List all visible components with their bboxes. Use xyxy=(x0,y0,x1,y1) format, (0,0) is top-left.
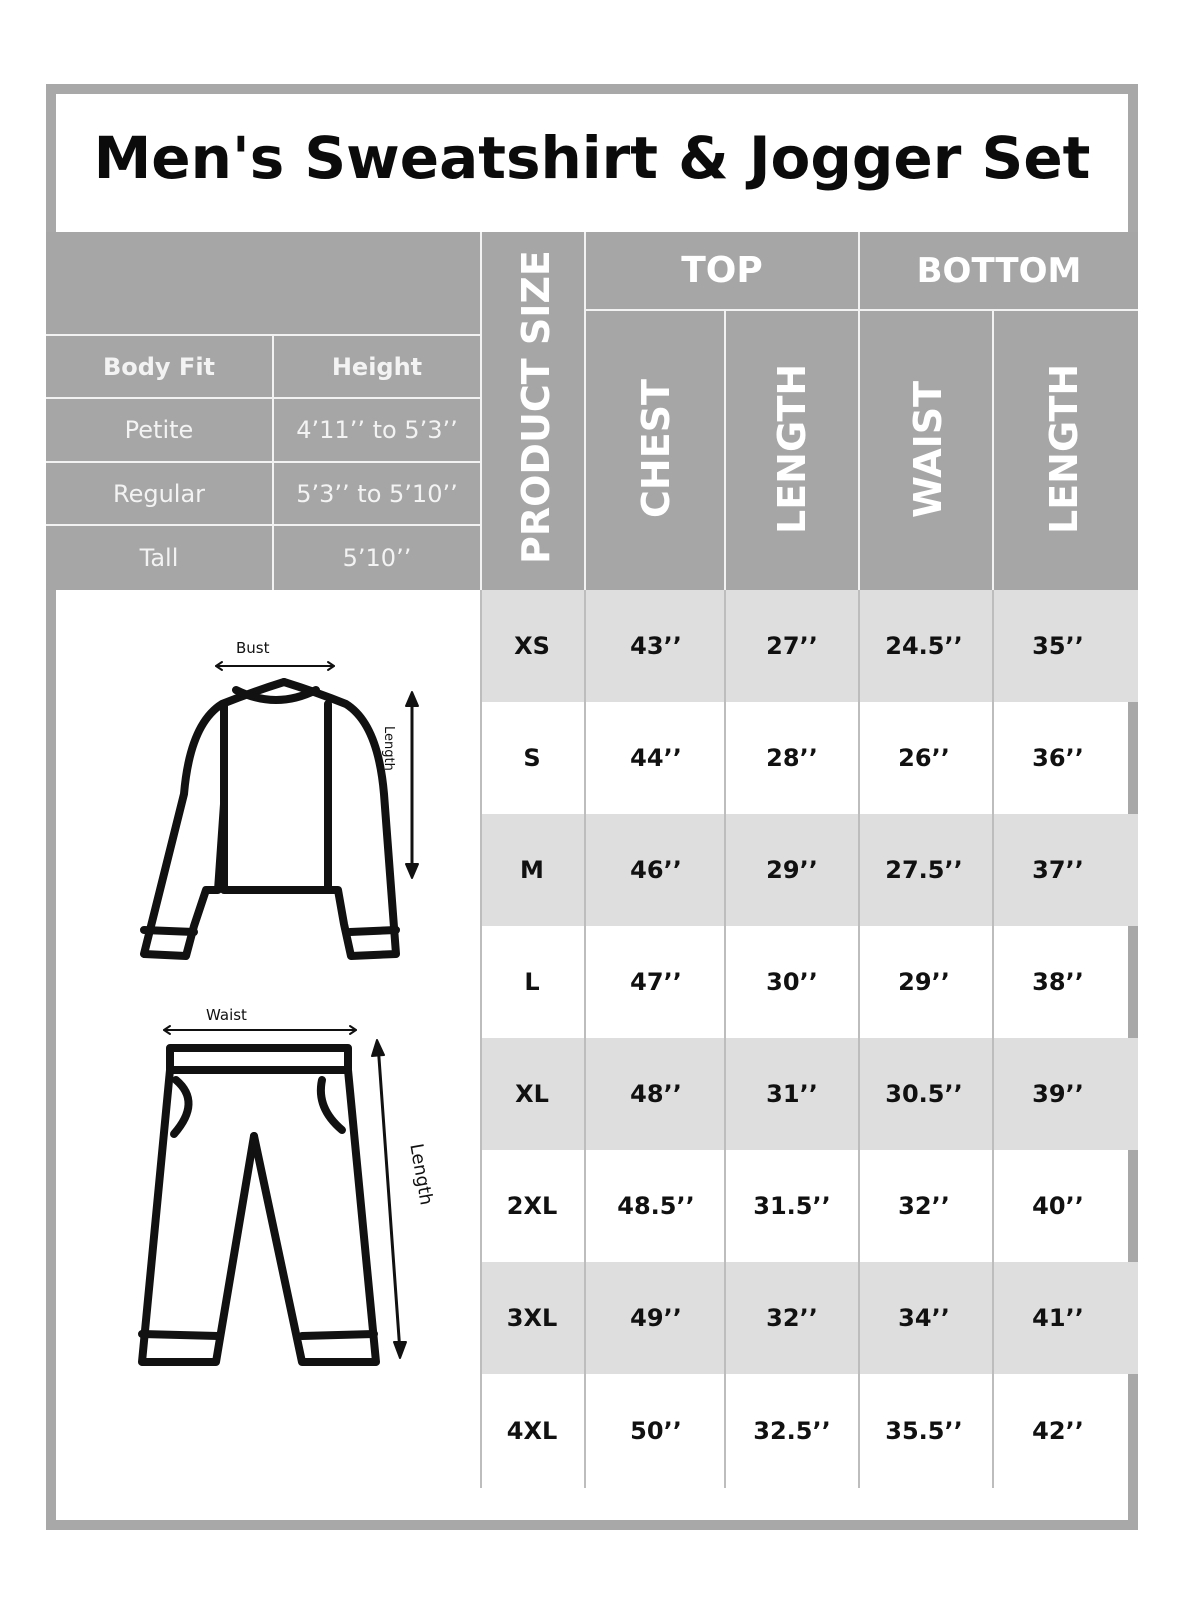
waist-cell: 32’’ xyxy=(898,1192,950,1220)
top-length-cell: 32’’ xyxy=(766,1304,818,1332)
column-divider xyxy=(480,590,482,1488)
chest-cell: 48.5’’ xyxy=(617,1192,695,1220)
bottom-length-cell: 38’’ xyxy=(1032,968,1084,996)
size-cell: XL xyxy=(515,1080,549,1108)
top-length-cell: 28’’ xyxy=(766,744,818,772)
chest-cell: 49’’ xyxy=(630,1304,682,1332)
bottom-length-cell: 40’’ xyxy=(1032,1192,1084,1220)
height-tall: 5’10’’ xyxy=(342,544,412,572)
bottom-length-cell: 36’’ xyxy=(1032,744,1084,772)
chest-cell: 44’’ xyxy=(630,744,682,772)
title-box xyxy=(56,94,1128,222)
waist-cell: 29’’ xyxy=(898,968,950,996)
size-cell: XS xyxy=(514,632,550,660)
chest-cell: 48’’ xyxy=(630,1080,682,1108)
waist-header: WAIST xyxy=(906,380,950,518)
size-cell: M xyxy=(520,856,544,884)
top-length-cell: 32.5’’ xyxy=(753,1417,831,1445)
size-cell: 4XL xyxy=(506,1417,558,1445)
chest-cell: 46’’ xyxy=(630,856,682,884)
column-divider xyxy=(724,590,726,1488)
bottom-length-cell: 41’’ xyxy=(1032,1304,1084,1332)
jogger-pants-icon xyxy=(116,1012,456,1392)
height-regular: 5’3’’ to 5’10’’ xyxy=(296,479,458,508)
column-divider xyxy=(858,590,860,1488)
fit-petite: Petite xyxy=(124,416,194,444)
bottom-length-cell: 39’’ xyxy=(1032,1080,1084,1108)
bust-label: Bust xyxy=(236,639,270,657)
waist-cell: 35.5’’ xyxy=(885,1417,963,1445)
page-title: Men's Sweatshirt & Jogger Set xyxy=(93,124,1091,192)
waist-label: Waist xyxy=(206,1006,247,1024)
chest-cell: 50’’ xyxy=(630,1417,682,1445)
top-length-cell: 31’’ xyxy=(766,1080,818,1108)
sweatshirt-icon xyxy=(116,644,456,984)
top-length-cell: 30’’ xyxy=(766,968,818,996)
size-chart-frame xyxy=(46,84,1138,1530)
waist-cell: 27.5’’ xyxy=(885,856,963,884)
column-divider xyxy=(992,590,994,1488)
top-length-cell: 29’’ xyxy=(766,856,818,884)
top-group-header: TOP xyxy=(681,250,763,291)
size-cell: 2XL xyxy=(506,1192,558,1220)
bottom-length-cell: 35’’ xyxy=(1032,632,1084,660)
chest-cell: 43’’ xyxy=(630,632,682,660)
height-header: Height xyxy=(331,352,423,381)
top-length-header: LENGTH xyxy=(770,363,814,535)
fit-regular: Regular xyxy=(112,479,206,508)
product-size-header: PRODUCT SIZE xyxy=(514,250,558,564)
bottom-length-cell: 37’’ xyxy=(1032,856,1084,884)
waist-cell: 30.5’’ xyxy=(885,1080,963,1108)
bottom-length-label: Length xyxy=(405,1142,437,1207)
waist-cell: 26’’ xyxy=(898,744,950,772)
chest-cell: 47’’ xyxy=(630,968,682,996)
top-length-cell: 27’’ xyxy=(766,632,818,660)
waist-cell: 34’’ xyxy=(898,1304,950,1332)
size-cell: 3XL xyxy=(506,1304,558,1332)
body-fit-header: Body Fit xyxy=(102,352,216,381)
bottom-length-header: LENGTH xyxy=(1042,363,1086,535)
size-cell: S xyxy=(523,744,541,772)
chest-header: CHEST xyxy=(634,379,678,519)
fit-tall: Tall xyxy=(139,544,179,572)
bottom-group-header: BOTTOM xyxy=(916,250,1082,291)
top-length-label: Length xyxy=(381,726,396,771)
height-petite: 4’11’’ to 5’3’’ xyxy=(296,416,458,444)
bottom-length-cell: 42’’ xyxy=(1032,1417,1084,1445)
size-chart xyxy=(56,94,1128,1520)
waist-cell: 24.5’’ xyxy=(885,632,963,660)
column-divider xyxy=(584,590,586,1488)
size-cell: L xyxy=(524,968,540,996)
top-length-cell: 31.5’’ xyxy=(753,1192,831,1220)
